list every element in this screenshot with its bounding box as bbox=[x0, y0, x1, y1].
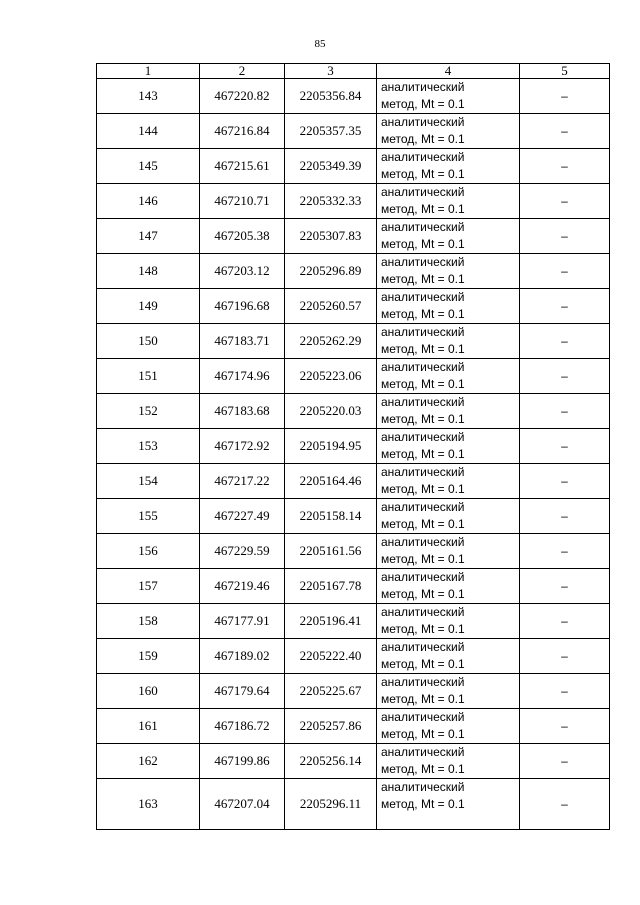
table-row bbox=[97, 114, 610, 149]
method-cell bbox=[377, 429, 520, 464]
method-line-2: метод, Mt = 0.1 bbox=[381, 517, 465, 531]
method-line-2: метод, Mt = 0.1 bbox=[381, 482, 465, 496]
point-number: 146 bbox=[97, 184, 200, 219]
method-line-2: метод, Mt = 0.1 bbox=[381, 447, 465, 461]
method-cell bbox=[377, 219, 520, 254]
method-cell bbox=[377, 534, 520, 569]
y-coordinate: 2205296.89 bbox=[285, 254, 377, 289]
method-line-1: аналитический bbox=[381, 290, 465, 304]
note-cell: – bbox=[520, 639, 610, 674]
x-coordinate: 467183.71 bbox=[200, 324, 285, 359]
method-line-1: аналитический bbox=[381, 780, 465, 794]
table-row bbox=[97, 394, 610, 429]
x-coordinate: 467217.22 bbox=[200, 464, 285, 499]
note-cell: – bbox=[520, 429, 610, 464]
header-col-5: 5 bbox=[520, 64, 610, 79]
table-row bbox=[97, 79, 610, 114]
point-number: 152 bbox=[97, 394, 200, 429]
point-number: 154 bbox=[97, 464, 200, 499]
method-cell bbox=[377, 149, 520, 184]
table-row bbox=[97, 709, 610, 744]
table-row bbox=[97, 149, 610, 184]
table-row bbox=[97, 499, 610, 534]
method-cell bbox=[377, 114, 520, 149]
note-cell: – bbox=[520, 79, 610, 114]
point-number: 156 bbox=[97, 534, 200, 569]
x-coordinate: 467199.86 bbox=[200, 744, 285, 779]
table-row bbox=[97, 254, 610, 289]
table-row bbox=[97, 359, 610, 394]
method-line-1: аналитический bbox=[381, 80, 465, 94]
header-col-4: 4 bbox=[377, 64, 520, 79]
y-coordinate: 2205194.95 bbox=[285, 429, 377, 464]
method-cell bbox=[377, 499, 520, 534]
x-coordinate: 467172.92 bbox=[200, 429, 285, 464]
method-cell bbox=[377, 394, 520, 429]
y-coordinate: 2205296.11 bbox=[285, 779, 377, 830]
table-row bbox=[97, 779, 610, 830]
table-body bbox=[97, 79, 610, 830]
method-line-2: метод, Mt = 0.1 bbox=[381, 272, 465, 286]
method-line-2: метод, Mt = 0.1 bbox=[381, 97, 465, 111]
point-number: 163 bbox=[97, 779, 200, 830]
method-cell bbox=[377, 604, 520, 639]
method-line-1: аналитический bbox=[381, 675, 465, 689]
point-number: 155 bbox=[97, 499, 200, 534]
point-number: 151 bbox=[97, 359, 200, 394]
method-line-2: метод, Mt = 0.1 bbox=[381, 552, 465, 566]
note-cell: – bbox=[520, 324, 610, 359]
x-coordinate: 467207.04 bbox=[200, 779, 285, 830]
header-row bbox=[97, 64, 610, 79]
x-coordinate: 467196.68 bbox=[200, 289, 285, 324]
note-cell: – bbox=[520, 709, 610, 744]
method-cell bbox=[377, 324, 520, 359]
point-number: 150 bbox=[97, 324, 200, 359]
coordinates-table bbox=[96, 63, 610, 830]
table-row bbox=[97, 604, 610, 639]
point-number: 144 bbox=[97, 114, 200, 149]
method-cell bbox=[377, 254, 520, 289]
note-cell: – bbox=[520, 464, 610, 499]
method-cell bbox=[377, 709, 520, 744]
point-number: 145 bbox=[97, 149, 200, 184]
note-cell: – bbox=[520, 184, 610, 219]
y-coordinate: 2205307.83 bbox=[285, 219, 377, 254]
method-cell bbox=[377, 779, 520, 830]
table-row bbox=[97, 639, 610, 674]
point-number: 148 bbox=[97, 254, 200, 289]
x-coordinate: 467183.68 bbox=[200, 394, 285, 429]
method-line-1: аналитический bbox=[381, 185, 465, 199]
table-row bbox=[97, 464, 610, 499]
x-coordinate: 467186.72 bbox=[200, 709, 285, 744]
method-line-2: метод, Mt = 0.1 bbox=[381, 377, 465, 391]
method-cell bbox=[377, 79, 520, 114]
y-coordinate: 2205167.78 bbox=[285, 569, 377, 604]
note-cell: – bbox=[520, 254, 610, 289]
x-coordinate: 467203.12 bbox=[200, 254, 285, 289]
x-coordinate: 467174.96 bbox=[200, 359, 285, 394]
method-line-2: метод, Mt = 0.1 bbox=[381, 132, 465, 146]
method-line-2: метод, Mt = 0.1 bbox=[381, 307, 465, 321]
method-cell bbox=[377, 639, 520, 674]
table-row bbox=[97, 674, 610, 709]
method-cell bbox=[377, 289, 520, 324]
method-line-1: аналитический bbox=[381, 465, 465, 479]
y-coordinate: 2205164.46 bbox=[285, 464, 377, 499]
method-line-1: аналитический bbox=[381, 570, 465, 584]
method-line-2: метод, Mt = 0.1 bbox=[381, 797, 465, 811]
method-line-1: аналитический bbox=[381, 430, 465, 444]
point-number: 149 bbox=[97, 289, 200, 324]
method-line-1: аналитический bbox=[381, 150, 465, 164]
table-row bbox=[97, 324, 610, 359]
note-cell: – bbox=[520, 499, 610, 534]
method-line-2: метод, Mt = 0.1 bbox=[381, 412, 465, 426]
table-header bbox=[97, 64, 610, 79]
method-cell bbox=[377, 184, 520, 219]
y-coordinate: 2205260.57 bbox=[285, 289, 377, 324]
point-number: 159 bbox=[97, 639, 200, 674]
x-coordinate: 467177.91 bbox=[200, 604, 285, 639]
note-cell: – bbox=[520, 604, 610, 639]
method-line-2: метод, Mt = 0.1 bbox=[381, 587, 465, 601]
table-row bbox=[97, 569, 610, 604]
method-line-1: аналитический bbox=[381, 710, 465, 724]
point-number: 160 bbox=[97, 674, 200, 709]
note-cell: – bbox=[520, 569, 610, 604]
table-row bbox=[97, 744, 610, 779]
table-row bbox=[97, 534, 610, 569]
y-coordinate: 2205349.39 bbox=[285, 149, 377, 184]
method-line-1: аналитический bbox=[381, 115, 465, 129]
point-number: 153 bbox=[97, 429, 200, 464]
y-coordinate: 2205256.14 bbox=[285, 744, 377, 779]
y-coordinate: 2205257.86 bbox=[285, 709, 377, 744]
method-line-1: аналитический bbox=[381, 535, 465, 549]
note-cell: – bbox=[520, 219, 610, 254]
note-cell: – bbox=[520, 149, 610, 184]
x-coordinate: 467215.61 bbox=[200, 149, 285, 184]
y-coordinate: 2205356.84 bbox=[285, 79, 377, 114]
y-coordinate: 2205225.67 bbox=[285, 674, 377, 709]
method-line-1: аналитический bbox=[381, 325, 465, 339]
method-line-2: метод, Mt = 0.1 bbox=[381, 342, 465, 356]
x-coordinate: 467179.64 bbox=[200, 674, 285, 709]
method-cell bbox=[377, 359, 520, 394]
method-line-1: аналитический bbox=[381, 500, 465, 514]
header-col-1: 1 bbox=[97, 64, 200, 79]
note-cell: – bbox=[520, 114, 610, 149]
method-line-1: аналитический bbox=[381, 255, 465, 269]
note-cell: – bbox=[520, 779, 610, 830]
y-coordinate: 2205223.06 bbox=[285, 359, 377, 394]
y-coordinate: 2205158.14 bbox=[285, 499, 377, 534]
table-row bbox=[97, 219, 610, 254]
page-number: 85 bbox=[314, 38, 326, 50]
y-coordinate: 2205222.40 bbox=[285, 639, 377, 674]
method-line-2: метод, Mt = 0.1 bbox=[381, 692, 465, 706]
method-line-2: метод, Mt = 0.1 bbox=[381, 622, 465, 636]
y-coordinate: 2205220.03 bbox=[285, 394, 377, 429]
header-col-3: 3 bbox=[285, 64, 377, 79]
y-coordinate: 2205357.35 bbox=[285, 114, 377, 149]
x-coordinate: 467205.38 bbox=[200, 219, 285, 254]
point-number: 158 bbox=[97, 604, 200, 639]
point-number: 147 bbox=[97, 219, 200, 254]
point-number: 162 bbox=[97, 744, 200, 779]
note-cell: – bbox=[520, 534, 610, 569]
point-number: 161 bbox=[97, 709, 200, 744]
method-line-1: аналитический bbox=[381, 360, 465, 374]
y-coordinate: 2205161.56 bbox=[285, 534, 377, 569]
x-coordinate: 467227.49 bbox=[200, 499, 285, 534]
method-line-2: метод, Mt = 0.1 bbox=[381, 167, 465, 181]
y-coordinate: 2205332.33 bbox=[285, 184, 377, 219]
x-coordinate: 467219.46 bbox=[200, 569, 285, 604]
x-coordinate: 467189.02 bbox=[200, 639, 285, 674]
method-line-2: метод, Mt = 0.1 bbox=[381, 202, 465, 216]
method-line-1: аналитический bbox=[381, 745, 465, 759]
note-cell: – bbox=[520, 674, 610, 709]
method-line-1: аналитический bbox=[381, 395, 465, 409]
method-line-2: метод, Mt = 0.1 bbox=[381, 657, 465, 671]
note-cell: – bbox=[520, 394, 610, 429]
method-line-1: аналитический bbox=[381, 220, 465, 234]
y-coordinate: 2205196.41 bbox=[285, 604, 377, 639]
method-line-2: метод, Mt = 0.1 bbox=[381, 237, 465, 251]
method-line-2: метод, Mt = 0.1 bbox=[381, 727, 465, 741]
y-coordinate: 2205262.29 bbox=[285, 324, 377, 359]
method-cell bbox=[377, 744, 520, 779]
note-cell: – bbox=[520, 359, 610, 394]
table-row bbox=[97, 289, 610, 324]
method-line-2: метод, Mt = 0.1 bbox=[381, 762, 465, 776]
x-coordinate: 467216.84 bbox=[200, 114, 285, 149]
method-line-1: аналитический bbox=[381, 605, 465, 619]
note-cell: – bbox=[520, 744, 610, 779]
method-cell bbox=[377, 569, 520, 604]
note-cell: – bbox=[520, 289, 610, 324]
method-line-1: аналитический bbox=[381, 640, 465, 654]
point-number: 143 bbox=[97, 79, 200, 114]
table-row bbox=[97, 184, 610, 219]
header-col-2: 2 bbox=[200, 64, 285, 79]
x-coordinate: 467210.71 bbox=[200, 184, 285, 219]
method-cell bbox=[377, 464, 520, 499]
method-cell bbox=[377, 674, 520, 709]
table-row bbox=[97, 429, 610, 464]
point-number: 157 bbox=[97, 569, 200, 604]
x-coordinate: 467220.82 bbox=[200, 79, 285, 114]
x-coordinate: 467229.59 bbox=[200, 534, 285, 569]
